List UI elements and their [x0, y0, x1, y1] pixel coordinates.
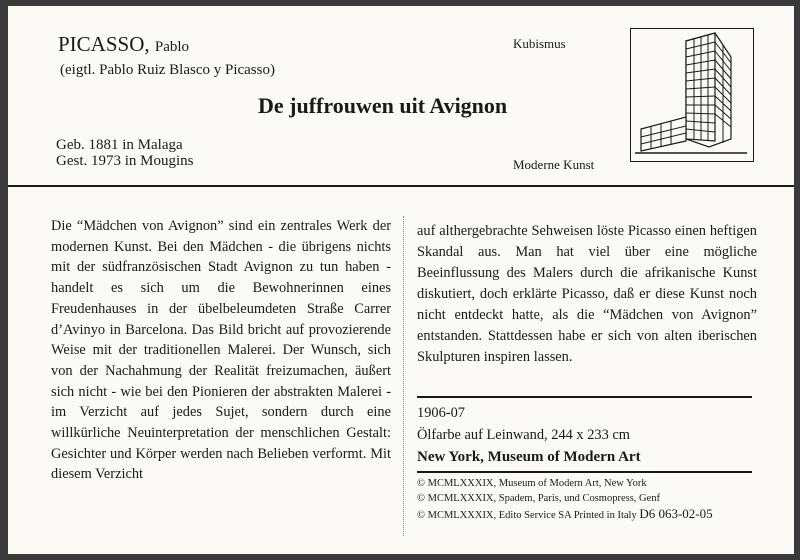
copyright-block [417, 476, 762, 523]
postcard-back [8, 6, 794, 554]
death-info: Gest. 1973 in Mougins [56, 153, 194, 169]
copyright-line-2: © MCMLXXXIX, Spadem, Paris, und Cosmopress, Genf [417, 493, 661, 504]
artwork-year: 1906-07 [417, 405, 465, 421]
details-bottom-rule [417, 471, 752, 473]
artist-first-name: Pablo [154, 39, 190, 55]
category-label: Moderne Kunst [513, 157, 595, 172]
column-divider [403, 216, 404, 536]
birth-info: Geb. 1881 in Malaga [56, 137, 183, 153]
artwork-title: De juffrouwen uit Avignon [258, 93, 508, 118]
artwork-medium: Ölfarbe auf Leinwand, 244 x 233 cm [417, 427, 630, 443]
details-top-rule [417, 396, 752, 398]
building-icon [630, 28, 754, 162]
art-movement: Kubismus [513, 36, 566, 51]
copyright-line-1: © MCMLXXXIX, Museum of Modern Art, New York [417, 478, 647, 489]
card-code: D6 063-02-05 [639, 506, 713, 521]
header-divider [8, 185, 794, 187]
artwork-museum: New York, Museum of Modern Art [417, 449, 641, 465]
copyright-line-3-text: © MCMLXXXIX, Edito Service SA Printed in Italy [417, 510, 637, 521]
artist-full-name: (eigtl. Pablo Ruiz Blasco y Picasso) [60, 62, 275, 78]
life-dates [56, 137, 194, 169]
copyright-line-3 [417, 506, 762, 523]
artist-name [58, 32, 189, 57]
description-left-column: Die “Mädchen von Avignon” sind ein zentrales Werk der modernen Kunst. Bei den Mädchen - die übrigens nichts mit der südfranzösischen Stadt Avignon zu tun haben - handelt es sich um die Bewohnerinnen eines Freudenhauses in der übelbeleumdeten Straße Carrer d’Avinyo in Barcelona. Das Bild bricht auf provozierende Weise mit der traditionellen Malerei. Der Wunsch, sich von der Nachahmung der Realität freizumachen, äußert sich nicht - wie bei den Pionieren der abstrakten Malerei - im Verzicht auf jedes Sujet, sondern durch eine willkürliche Neuinterpretation der menschlichen Gestalt: Gesichter und Körper werden nach Belieben verformt. Mit diesem Verzicht [51, 218, 391, 483]
artist-last-name: PICASSO, [58, 32, 150, 56]
description-right-column: auf althergebrachte Sehweisen löste Picasso einen heftigen Skandal aus. Man hat viel über eine mögliche Beeinflussung des Malers durch die afrikanische Kunst diskutiert, doch erklärte Picasso, daß er diese Kunst noch nicht entdeckt hatte, als die “Mädchen von Avignon” entstanden. Stattdessen habe er sich von alten iberischen Skulpturen inspiren lassen. [417, 223, 757, 365]
